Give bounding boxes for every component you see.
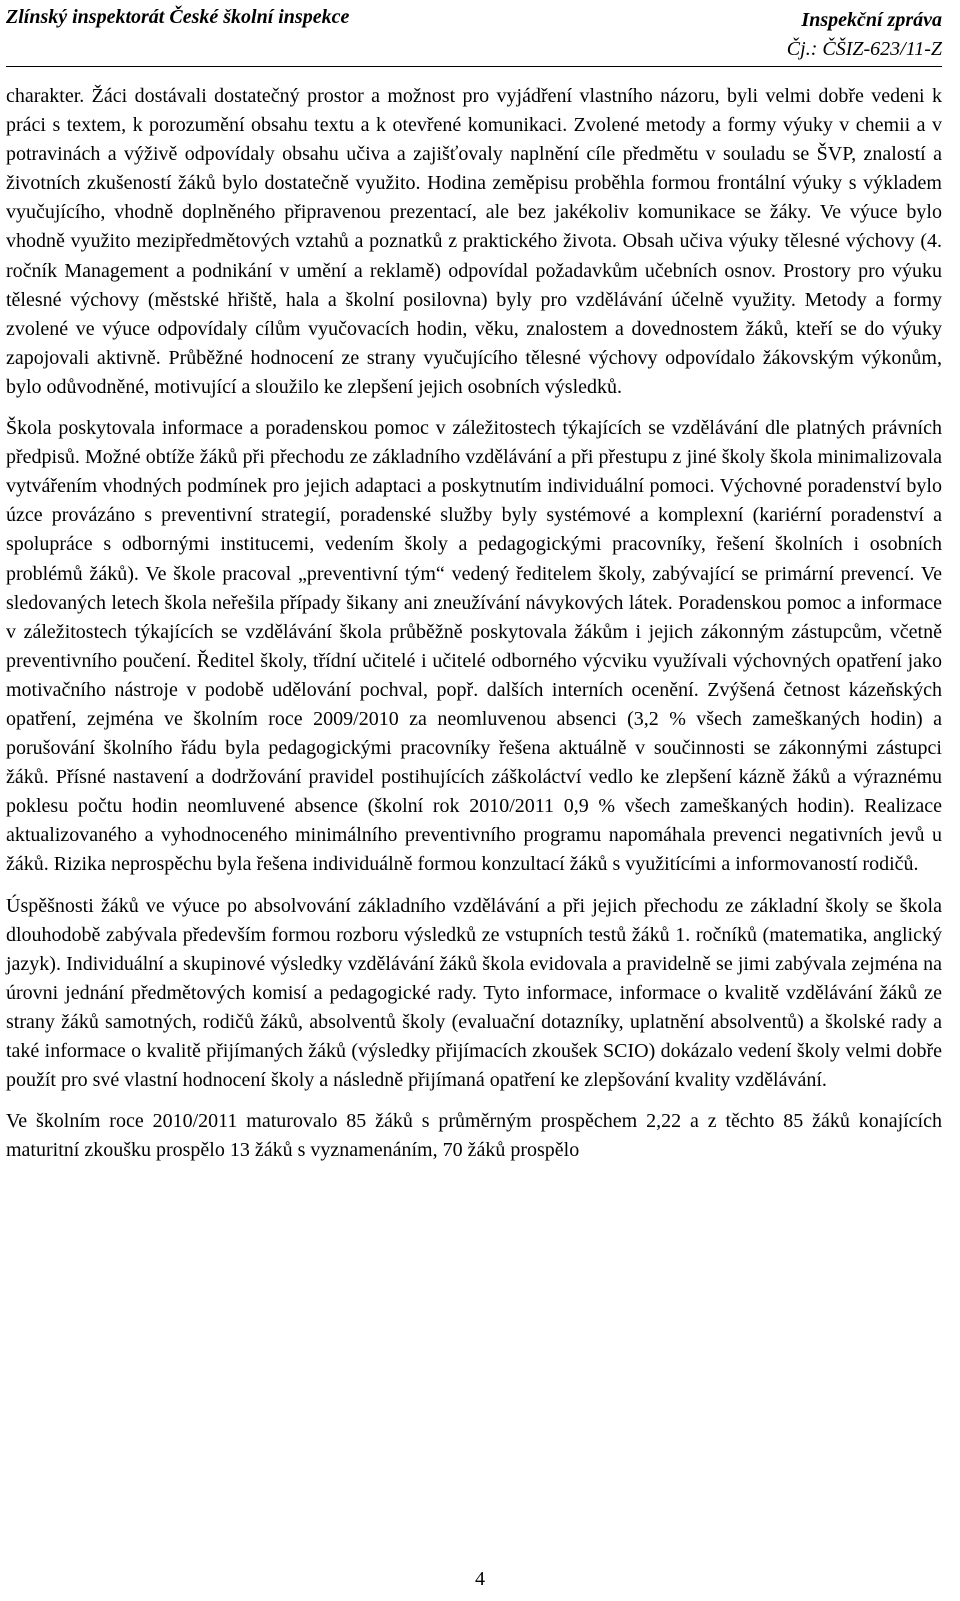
header-report-title: Inspekční zpráva [801, 9, 942, 31]
paragraph: Škola poskytovala informace a poradenskou pomoc v záležitostech týkajících se vzdělávání dle platných právních předpisů. Možné obtíže žáků při přechodu ze základního vzdělávání a při přestupu z jiné školy škola minimalizovala vytvářením vhodných podmínek pro jejich adaptaci a poskytnutím individuální pomoci. Výchovné poradenství bylo úzce provázáno s preventivní strategií, poradenské služby byly systémové a komplexní (kariérní poradenství a spolupráce s odbornými institucemi, vedením školy a pedagogickými pracovníky, řešení školních i osobních problémů žáků). Ve škole pracoval „preventivní tým“ vedený ředitelem školy, zabývající se primární prevencí. Ve sledovaných letech škola neřešila případy šikany ani zneužívání návykových látek. Poradenskou pomoc a informace v záležitostech týkajících se vzdělávání škola průběžně poskytovala žákům i jejich zákonným zástupcům, včetně preventivního poučení. Ředitel školy, třídní učitelé i učitelé odborného výcviku využívali výchovných opatření jako motivačního nástroje v podobě udělování pochval, popř. dalších interních ocenění. Zvýšená četnost kázeňských opatření, zejména ve školním roce 2009/2010 za neomluvenou absenci (3,2 % všech zameškaných hodin) a porušování školního řádu byla pedagogickými pracovníky řešena aktuálně v součinnosti se zákonnými zástupci žáků. Přísné nastavení a dodržování pravidel postihujících záškoláctví vedlo ke zlepšení kázně žáků a výraznému poklesu počtu hodin neomluvené absence (školní rok 2010/2011 0,9 % všech zameškaných hodin). Realizace aktualizovaného a vyhodnoceného minimálního preventivního programu napomáhala prevenci negativních jevů u žáků. Rizika neprospěchu byla řešena individuálně formou konzultací žáků s využitícími a informovaností rodičů. [6, 417, 942, 876]
header-reference-number: Čj.: ČŠIZ-623/11-Z [786, 38, 942, 60]
document-body [6, 82, 942, 1177]
header-report-info [787, 6, 942, 64]
page-number: 4 [475, 1568, 485, 1590]
header-inspectorate: Zlínský inspektorát České školní inspekce [6, 6, 350, 28]
paragraph: charakter. Žáci dostávali dostatečný prostor a možnost pro vyjádření vlastního názoru, byli velmi dobře vedeni k práci s textem, k porozumění obsahu textu a k otevřené komunikaci. Zvolené metody a formy výuky v chemii a v potravinách a výživě odpovídaly obsahu učiva a zajišťovaly naplnění cíle předmětu v souladu se ŠVP, znalostí a životních zkušeností žáků bylo dostatečně využito. Hodina zeměpisu proběhla formou frontální výuky s výkladem vyučujícího, vhodně doplněného připravenou prezentací, ale bez jakékoliv komunikace se žáky. Ve výuce bylo vhodně využito mezipředmětových vztahů a poznatků z praktického života. Obsah učiva výuky tělesné výchovy (4. ročník Management a podnikání v umění a reklamě) odpovídal požadavkům učebních osnov. Prostory pro výuku tělesné výchovy (městské hřiště, hala a školní posilovna) byly pro vzdělávání účelně využity. Metody a formy zvolené ve výuce odpovídaly cílům vyučovacích hodin, věku, znalostem a dovednostem žáků, kteří se do výuky zapojovali aktivně. Průběžné hodnocení ze strany vyučujícího tělesné výchovy odpovídalo žákovským výkonům, bylo odůvodněné, motivující a sloužilo ke zlepšení jejich osobních výsledků. [6, 85, 942, 398]
page-header [6, 6, 942, 67]
paragraph: Ve školním roce 2010/2011 maturovalo 85 žáků s průměrným prospěchem 2,22 a z těchto 85 žáků konajících maturitní zkoušku prospělo 13 žáků s vyznamenáním, 70 žáků prospělo [6, 1110, 942, 1162]
paragraph: Úspěšnosti žáků ve výuce po absolvování základního vzdělávání a při jejich přechodu ze základní školy se škola dlouhodobě zabývala především formou rozboru výsledků ze vstupních testů žáků 1. ročníků (matematika, anglický jazyk). Individuální a skupinové výsledky vzdělávání žáků škola evidovala a pravidelně se jimi zabývala zejména na úrovni jednání předmětových komisí a pedagogické rady. Tyto informace, informace o kvalitě vzdělávání žáků ze strany žáků samotných, rodičů žáků, absolventů školy (evaluační dotazníky, uplatnění absolventů) a školské rady a také informace o kvalitě přijímaných žáků (výsledky přijímacích zkoušek SCIO) dokázalo vedení školy velmi dobře použít pro své vlastní hodnocení školy a následně přijímaná opatření ke zlepšování kvality vzdělávání. [6, 894, 942, 1092]
